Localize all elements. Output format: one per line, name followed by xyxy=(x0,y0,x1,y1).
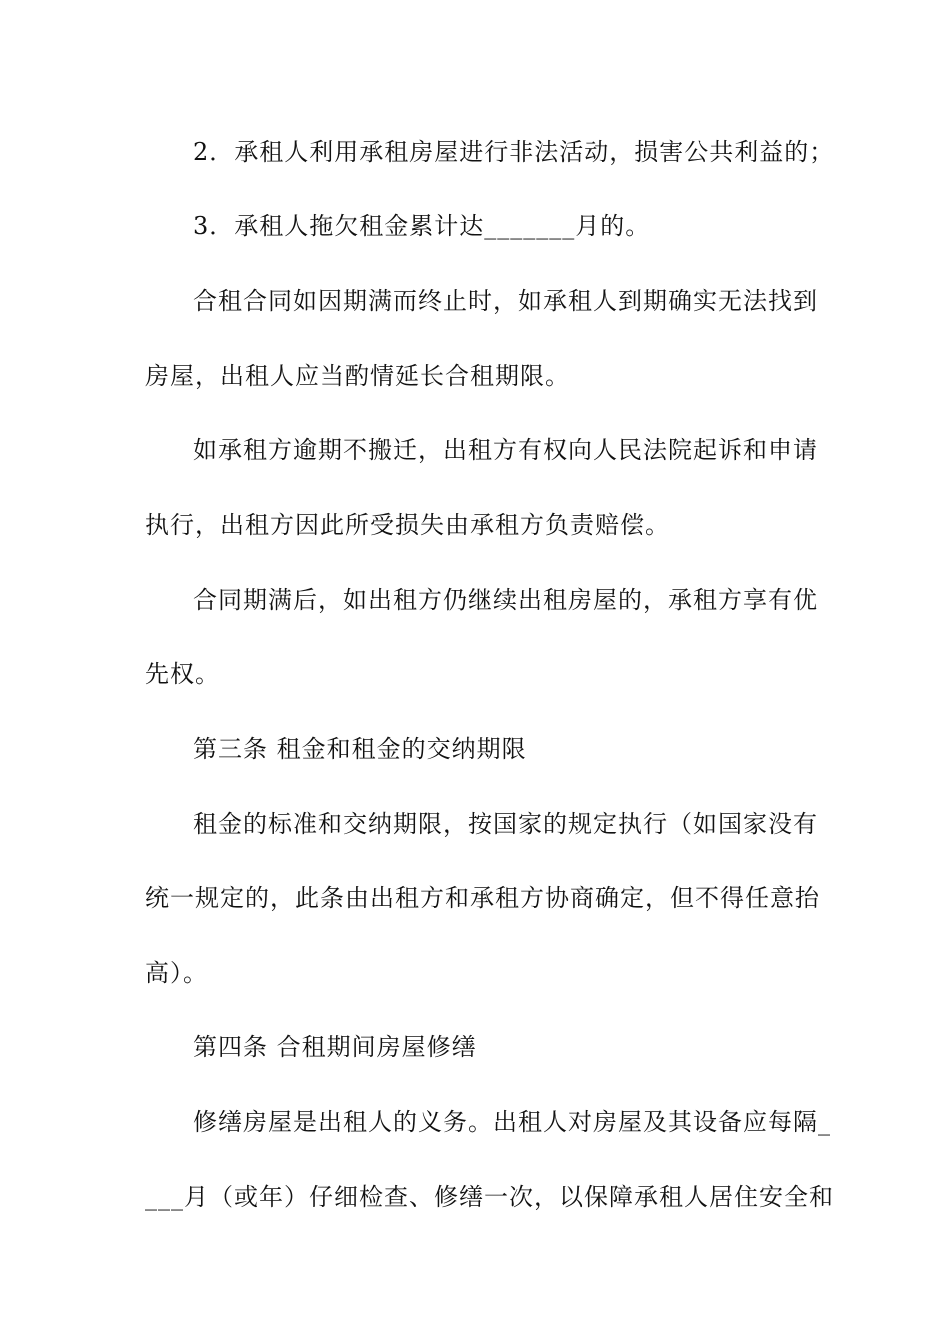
paragraph-line: 如承租方逾期不搬迁，出租方有权向人民法院起诉和申请 xyxy=(193,436,818,464)
section-heading-article-3: 第三条 租金和租金的交纳期限 xyxy=(193,735,527,763)
paragraph-line: 合租合同如因期满而终止时，如承租人到期确实无法找到 xyxy=(193,287,818,315)
paragraph-line: 房屋，出租人应当酌情延长合租期限。 xyxy=(145,362,570,390)
paragraph-line: 统一规定的，此条由出租方和承租方协商确定，但不得任意抬 xyxy=(145,884,820,912)
paragraph-line: 修缮房屋是出租人的义务。出租人对房屋及其设备应每隔_ xyxy=(193,1108,831,1136)
paragraph-line: 合同期满后，如出租方仍继续出租房屋的，承租方享有优 xyxy=(193,586,818,614)
paragraph-line: 高）。 xyxy=(145,959,208,987)
paragraph-line: 租金的标准和交纳期限，按国家的规定执行（如国家没有 xyxy=(193,810,818,838)
paragraph-line: 执行，出租方因此所受损失由承租方负责赔偿。 xyxy=(145,511,670,539)
section-heading-article-4: 第四条 合租期间房屋修缮 xyxy=(193,1033,477,1061)
clause-item-2: 2．承租人利用承租房屋进行非法活动，损害公共利益的； xyxy=(193,138,835,166)
paragraph-line: ___月（或年）仔细检查、修缮一次，以保障承租人居住安全和 xyxy=(145,1183,834,1211)
paragraph-line: 先权。 xyxy=(145,660,220,688)
clause-item-3: 3．承租人拖欠租金累计达_______月的。 xyxy=(193,212,651,240)
